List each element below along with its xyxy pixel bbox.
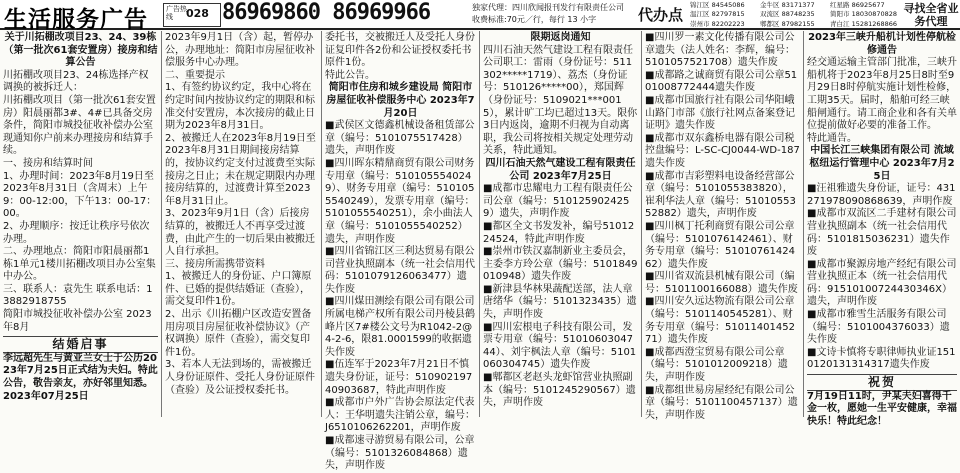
notice-text: 川拓棚改项目（第一批次61套安置房）阳晨丽都3#、4#已具备交房条件，简阳市城投征收补偿办公室现通知你户前来办理接房和结算手续。 — [3, 94, 156, 157]
notice-text: ■四川安久远达物流有限公司公章（编号：5101140545281）、财务专用章（编号：5101140145271）遗失作废 — [645, 296, 795, 346]
column-4 — [480, 31, 642, 417]
notice-heading: 中国长江三峡集团有限公司 流域枢纽运行管理中心 2023年7月25日 — [809, 145, 955, 182]
notice-text: 四川石油天然气建设工程有限责任公司职工：雷雨（身份证号：511302*****1719）、荔杰（身份证号：510126*****00），郑国辉（身份证号：5109021***0015），累计旷工均已超过13天。限你3日内返岗，逾期不归视为自动离职，我公司将按相关规定处理劳动关系，特此通知。 — [483, 44, 638, 157]
notice-text: 2023年9月1日（含）起，暂停办公，办理地址：简阳市房屋征收补偿服务中心办理。 — [165, 32, 315, 69]
notice-text: 1、办理时间：2023年8月19日至2023年8月31日（含周末）上午9：00-12:00，下午13：00-17：00。 — [3, 170, 157, 220]
column-5 — [642, 31, 804, 421]
pricing-line: 收费标准:70元／行，每行 13 小字 — [472, 15, 597, 24]
notice-text: ■成都市户外广告协会原法定代表人：王华明遗失注销公章，编号：J6510106262201，声明作废 — [325, 397, 475, 434]
announcement-text: 李远超先生与黄亚兰女士于公历2023年7月25日正式结为夫妇。特此公告，敬告亲友，亦好邻里知悉。 2023年07月25日 — [3, 352, 158, 402]
notice-text: 1、被搬迁人的身份证、户口簿原件、已婚的提供结婚证（查验），需交复印件1份。 — [165, 271, 312, 308]
notice-text: ■成都组世易房屋经纪有限公司公章（编号：5101100457137）遗失，声明作废 — [645, 384, 798, 421]
classified-body — [0, 31, 960, 472]
agent-entry: 金牛区 83171377 — [760, 1, 815, 9]
column-6 — [804, 31, 960, 427]
notice-text: ■四川晖东精鼎商贸有限公司财务专用章（编号：5101055540249）、财务专用章（编号：5101055540249），发票专用章（编号：5101055540251），余小曲法人章（编号：5101055540252）遗失，声明作废 — [325, 157, 475, 245]
notice-heading: 四川石油天然气建设工程有限责任公司 2023年7月25日 — [485, 157, 636, 182]
notice-text: 2、办理顺序：按迁让秩序号依次办理。 — [3, 220, 150, 245]
notice-text: ■武侯区文德鑫机械设备租赁部公章（编号：5101075517428）遗失，声明作废 — [325, 120, 475, 157]
agent-entry: 崇州市 82202223 — [690, 19, 745, 28]
notice-text: ■成都市忠耀电力工程有限责任公司公章（编号：5101259024259）遗失，声明作废 — [483, 183, 633, 220]
notice-text: ■都区全文书发发补，编号5101224524，特此声明作废 — [483, 220, 635, 245]
notice-text: ■汪祖雅遗失身份证，证号：431271978090868639，声明作废 — [807, 183, 956, 207]
notice-text: ■四川枫丁托利商贸有限公司公章（编号：5101076142461）、财务专用章（编号：5101076142462）遗失作废 — [645, 220, 795, 270]
notice-text: 三、联系人：袁先生 联系电话：13882918755 — [3, 283, 153, 308]
agent-entry: 温江区 82797815 — [690, 10, 745, 19]
notice-text: ■成都市双流区二手建材有限公司营业执照副本（统一社会信用代码：5101815036231）遗失作废 — [807, 208, 957, 258]
publisher-info — [472, 2, 624, 26]
agent-entry: 青白江 15281268866 — [830, 19, 898, 28]
masthead — [0, 0, 960, 33]
section-banner: 结婚启事 — [3, 336, 158, 353]
notice-text: 简阳市城投征收补偿办公室 2023年8月 — [3, 309, 152, 333]
agent-entry: 锦江区 84545086 — [690, 1, 745, 9]
notice-heading: 限期返岗通知 — [530, 32, 591, 43]
notice-text: 特此公告。 — [325, 69, 375, 81]
column-2 — [162, 31, 322, 417]
paper-brand-title: 生活服务广告 — [4, 7, 148, 33]
notice-text: 经交通运输主管部门批准，三峡升船机将于2023年8月25日8时至9月29日8时停航实施计划性检修，工期35天。届时，船舶可经三峡船闸通行。请工商企业和各有关单位提前做好必要的准备工作。 — [807, 57, 957, 132]
notice-text: 特此通告。 — [807, 132, 857, 144]
notice-text: ■郫都区老赵头龙虾馆营业执照副本（编号：5101245290567）遗失，声明作废 — [483, 372, 636, 409]
notice-heading: 2023年三峡升船机计划性停航检修通告 — [808, 32, 956, 56]
notice-text: ■成都速寻游贸易有限公司，公章（编号：5101326084868）遗失，声明作废 — [325, 435, 475, 472]
notice-text: 二、重要提示 — [165, 69, 225, 81]
publisher-line: 独家代理：四川欣闻报刊发行有限责任公司 — [472, 3, 624, 12]
hotline-numbers: 86969860 86969966 — [222, 0, 431, 25]
notice-text: ■伍连军于2023年7月21日不慎遗失身份证，证号：51090219740903687，特此声明作废 — [325, 359, 473, 396]
recruit-tagline: 寻找全省业务代理 — [903, 2, 959, 28]
column-3 — [322, 31, 480, 472]
agent-entry: 双流区 88748235 — [760, 10, 815, 19]
notice-text: ■四川宏根电子科技有限公司，发票专用章（编号：5101060304744）、刘宇枫法人章（编号：5101060304745）遗失作废 — [483, 321, 637, 371]
notice-text: ■四川省双流县机械有限公司（编号：5101100166088）遗失作废 — [645, 271, 798, 295]
section-banner: 祝贺 — [807, 374, 957, 391]
notice-text: ■四川煤田测绘有限公司有限公司所属电梯产权所有限公司丹棱县鹤峰片区7#楼公文号为R1042-2@4-2-6，限81.0001599的收据遗失作废 — [325, 296, 475, 358]
notice-text: 委托书，交被搬迁人及受托人身份证复印件各2份和公证授权委托书原件1份。 — [325, 32, 475, 69]
notice-text: 一、接房和结算时间 — [3, 157, 93, 169]
agent-entry: 郫都区 87982155 — [760, 19, 815, 28]
agents-list — [690, 1, 900, 29]
agent-entry: 红星路 86925677 — [830, 1, 885, 9]
notice-text: ■成都市聚源房地产经纪有限公司营业执照正本（统一社会信用代码：91510100724430346X）遗失，声明作废 — [807, 258, 957, 308]
hotline-label: 广告热线 — [166, 5, 187, 21]
notice-text: ■文诗卡慎将专职律师执业证1510120131314317遗失作废 — [807, 346, 956, 371]
notice-heading: 简阳市住房和城乡建设局 简阳市房屋征收补偿服务中心 2023年7月20日 — [326, 82, 475, 119]
notice-text: ■成都路之诚商贸有限公司公章5101008772444遗失作废 — [645, 69, 798, 94]
agents-title: 代办点 — [638, 6, 684, 24]
notice-heading: 关于川拓棚改项目23、24、39栋（第一批次61套安置房）接房和结算公告 — [3, 32, 158, 69]
notice-text: 川拓棚改项目23、24栋选择产权调换的被拆迁人： — [3, 69, 149, 94]
notice-text: ■成都西澄宝贸易有限公司公章（编号：5101012009218）遗失，声明作废 — [645, 346, 788, 384]
notice-text: ■成都市国旅行社有限公司华阳峨山路门市部《旅行社网点备案登记证明》遗失作废 — [645, 94, 795, 132]
notice-text: ■四川罗一素文化传播有限公司公章遗失（法人姓名：李辉，编号：5101057521708）遗失作废 — [645, 32, 795, 69]
notice-text: ■四川省锦江区三利达贸易有限公司营业执照副本（统一社会信用代码：5101079126063477）遗失作废 — [325, 246, 475, 295]
notice-text: 3、2023年9月1日（含）后接房结算的，被搬迁人不再享受过渡费，由此产生的一切后果由被搬迁人自行承担。 — [165, 208, 315, 258]
hotline-box — [163, 3, 221, 27]
notice-text: 3、若本人无法到场的，需被搬迁人身份证原件、受托人身份证原件（查验）及公证授权委托书。 — [165, 359, 315, 396]
notice-text: 2、出示《川拓棚户区改造安置备用房项目房屋征收补偿协议》（产权调换）原件（查验），需交复印件1份。 — [165, 309, 312, 358]
notice-text: 三、接房所需携带资料 — [165, 258, 265, 270]
announcement-text: 7月19日11时，尹某夫妇喜得千金一枚，愿她一生平安健康，幸福快乐！特此纪念！ — [807, 390, 957, 427]
notice-text: ■崇州市铁汉嘉制新业主委员会，主委李方玲公章（编号：5101849010948）遗失作废 — [483, 246, 638, 283]
notice-text: 二、办理地点：简阳市阳晨丽都1栋1单元1楼川拓棚改项目办公室集中办公。 — [3, 246, 156, 283]
notice-text: ■新津县华林果蔬配送部，法人章唐绪华（编号：5101323435）遗失，声明作废 — [483, 283, 637, 321]
notice-text: 2、被搬迁人在2023年8月19日至2023年8月31日期间接房结算的，按协议约定支付过渡费至实际接房之日止；未在规定期限内办理接房结算的，过渡费计算至2023年8月31日止。 — [165, 132, 316, 207]
notice-text: ■成都市雅雪生活服务有限公司（编号：5101004376033）遗失作废 — [807, 309, 950, 346]
column-1 — [0, 31, 162, 417]
agent-entry: 简阳市 18030870828 — [830, 10, 898, 19]
area-code: 028 — [186, 7, 209, 20]
notice-text: 1、有签约协议约定，我中心将在约定时间内按协议约定的期限和标准交付安置房，本次接房的截止日期为2023年8月31日。 — [165, 82, 315, 132]
notice-text: ■成都市吉彩塑料电设备经营部公章（编号：5101055383820），崔利华法人章（编号：5101055352882）遗失，声明作废 — [645, 170, 796, 220]
notice-text: ■成都市双东鑫桥电器有限公司税控盘编号：L-SC-CJ0044-WD-187遗失作废 — [645, 132, 800, 169]
